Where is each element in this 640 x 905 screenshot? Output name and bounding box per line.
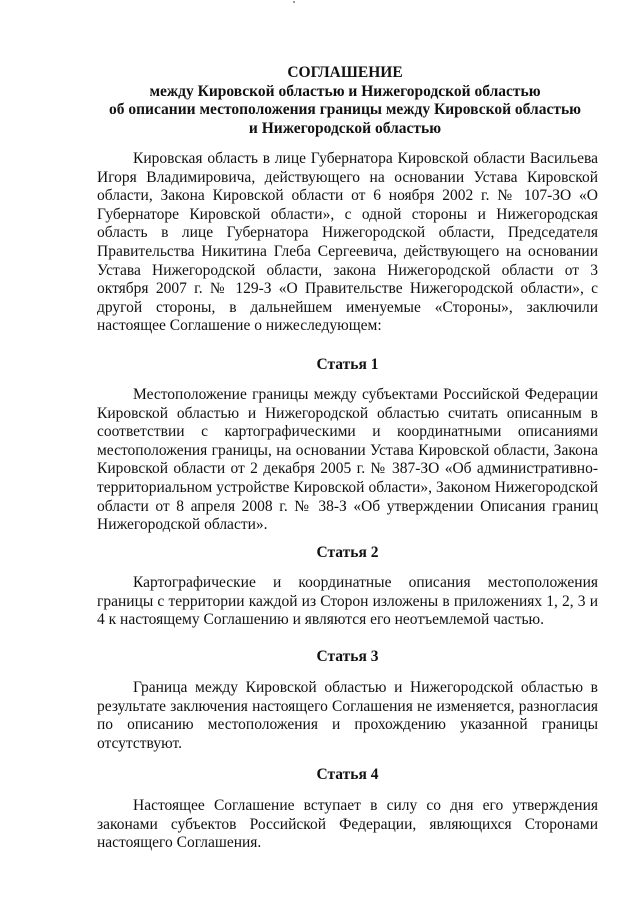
- article-1-text: Местоположение границы между субъектами Российской Федерации Кировской областью и Нижегородской областью считать описанным в соответствии с картографическими и координатными описаниями местоположения границы, на основании Устава Кировской области, Закона Кировской области от 2 декабря 2005 г. № 387-ЗО «Об административно-территориальном устройстве Кировской области», Законом Нижегородской области от 8 апреля 2008 г. № 38-З «Об утверждении Описания границ Нижегородской области».: [97, 386, 598, 534]
- scan-mark: [293, 1, 295, 3]
- article-1-heading: Статья 1: [316, 356, 379, 373]
- article-3-heading: Статья 3: [316, 648, 379, 665]
- title-line-3: об описании местоположения границы между Кировской областью: [108, 101, 581, 118]
- preamble-paragraph: Кировская область в лице Губернатора Кировской области Васильева Игоря Владимировича, действующего на основании Устава Кировской области, Закона Кировской области от 6 ноября 2002 г. № 107-ЗО «О Губернаторе Кировской области», с одной стороны и Нижегородская область в лице Губернатора Нижегородской области, Председателя Правительства Никитина Глеба Сергеевича, действующего на основании Устава Нижегородской области, закона Нижегородской области от 3 октября 2007 г. № 129-З «О Правительстве Нижегородской области», с другой стороны, в дальнейшем именуемые «Стороны», заключили настоящее Соглашение о нижеследующем:: [97, 150, 598, 335]
- article-2-text: Картографические и координатные описания местоположения границы с территории каждой из Сторон изложены в приложениях 1, 2, 3 и 4 к настоящему Соглашению и являются его неотъемлемой частью.: [97, 574, 598, 629]
- document-title: [60, 64, 630, 138]
- article-3-text: Граница между Кировской областью и Нижегородской областью в результате заключения настоящего Соглашения не изменяется, разногласия по описанию местоположения и прохождению указанной границы отсутствуют.: [97, 679, 598, 752]
- title-line-1: СОГЛАШЕНИЕ: [287, 64, 403, 81]
- title-line-2: между Кировской областью и Нижегородской областью: [149, 82, 541, 100]
- article-4-text: Настоящее Соглашение вступает в силу со дня его утверждения законами субъектов Российской Федерации, являющихся Сторонами настоящего Соглашения.: [97, 797, 598, 852]
- article-2-heading: Статья 2: [316, 544, 379, 561]
- title-line-4: и Нижегородской областью: [248, 119, 442, 137]
- article-4-heading: Статья 4: [316, 766, 379, 783]
